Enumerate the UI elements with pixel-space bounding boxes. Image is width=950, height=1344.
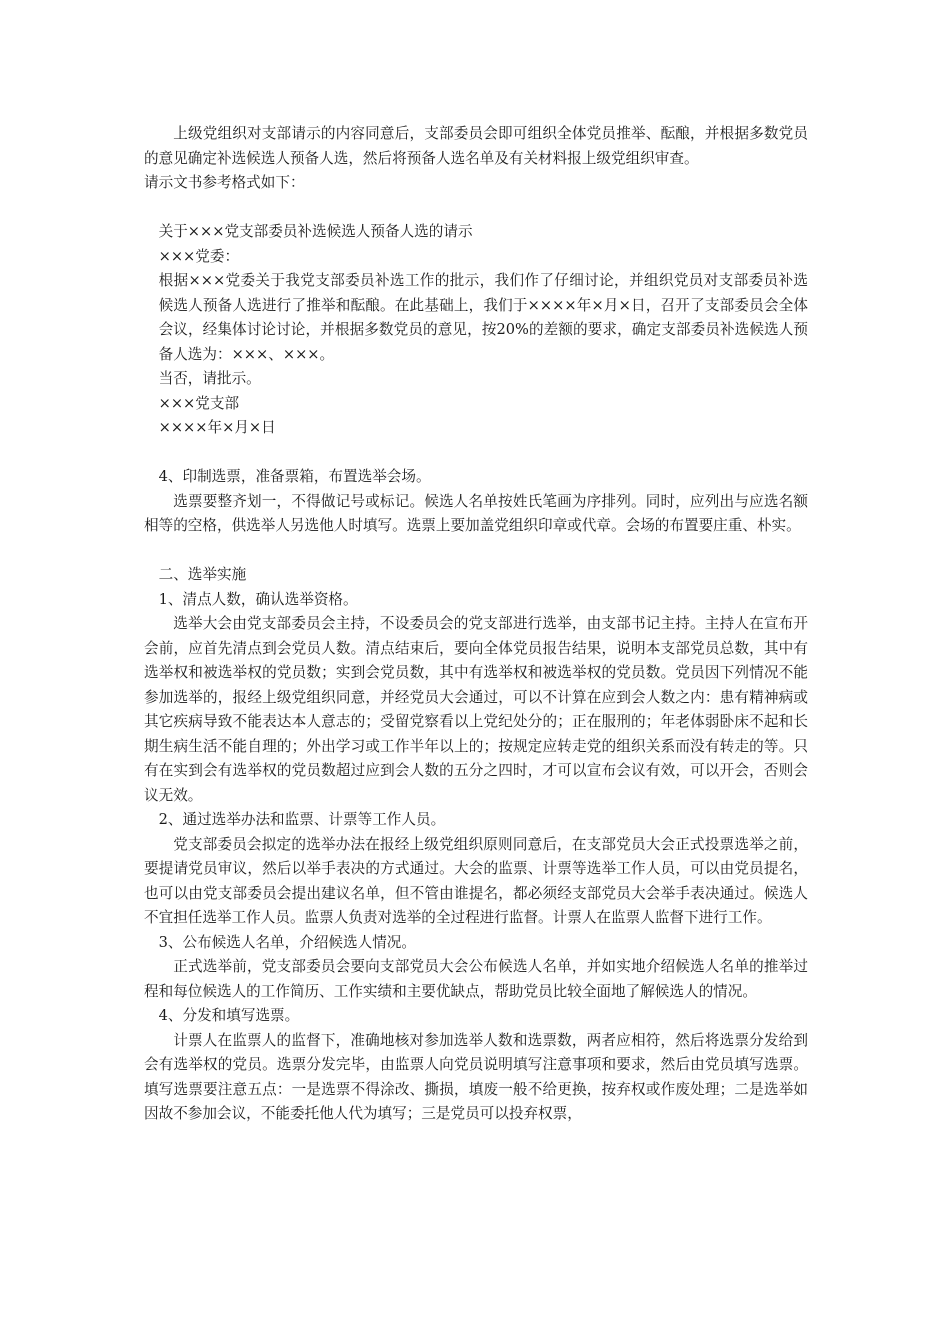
request-title: 关于×××党支部委员补选候选人预备人选的请示 [158, 223, 473, 240]
request-body: 根据×××党委关于我党支部委员补选工作的批示，我们作了仔细讨论，并组织党员对支部委员补选候选人预备人选进行了推举和酝酿。在此基础上，我们于××××年×月×日，召开了支部委员会全体会议，经集体讨论讨论，并根据多数党员的意见，按20%的差额的要求，确定支部委员补选候选人预备人选为：×××、×××。 [158, 272, 808, 363]
item-body: 党支部委员会拟定的选举办法在报经上级党组织原则同意后，在支部党员大会正式投票选举之前，要提请党员审议，然后以举手表决的方式通过。大会的监票、计票等选举工作人员，可以由党员提名，也可以由党支部委员会提出建议名单，但不管由谁提名，都必须经支部党员大会举手表决通过。候选人不宜担任选举工作人员。监票人负责对选举的全过程进行监督。计票人在监票人监督下进行工作。 [144, 835, 808, 926]
item-body: 计票人在监票人的监督下，准确地核对参加选举人数和选票数，两者应相符，然后将选票分发给到会有选举权的党员。选票分发完毕，由监票人向党员说明填写注意事项和要求，然后由党员填写选票。填写选票要注意五点：一是选票不得涂改、撕损，填废一般不给更换，按弃权或作废处理；二是选举如因故不参加会议，不能委托他人代为填写；三是党员可以投弃权票， [144, 1031, 808, 1122]
section2-heading: 二、选举实施 [158, 566, 247, 583]
request-signature: ×××党支部 [158, 394, 240, 412]
step4-body: 选票要整齐划一，不得做记号或标记。候选人名单按姓氏笔画为序排列。同时，应列出与应选名额相等的空格，供选举人另选他人时填写。选票上要加盖党组织印章或代章。会场的布置要庄重、朴实。 [144, 492, 808, 534]
step4-heading: 4、印制选票，准备票箱，布置选举会场。 [158, 468, 431, 485]
item-heading: 4、分发和填写选票。 [158, 1007, 300, 1024]
item-heading: 2、通过选举办法和监票、计票等工作人员。 [158, 811, 446, 828]
item-body: 选举大会由党支部委员会主持，不设委员会的党支部进行选举，由支部书记主持。主持人在宣布开会前，应首先清点到会党员人数。清点结束后，要向全体党员报告结果，说明本支部党员总数，其中有选举权和被选举权的党员数；实到会党员数，其中有选举权和被选举权的党员数。党员因下列情况不能参加选举的，报经上级党组织同意，并经党员大会通过，可以不计算在应到会人数之内：患有精神病或其它疾病导致不能表达本人意志的；受留党察看以上党纪处分的；正在服刑的；年老体弱卧床不起和长期生病生活不能自理的；外出学习或工作半年以上的；按规定应转走党的组织关系而没有转走的等。只有在实到会有选举权的党员数超过应到会人数的五分之四时，才可以宣布会议有效，可以开会，否则会议无效。 [144, 615, 808, 804]
intro-paragraph: 上级党组织对支部请示的内容同意后，支部委员会即可组织全体党员推举、酝酿，并根据多数党员的意见确定补选候选人预备人选，然后将预备人选名单及有关材料报上级党组织审查。 [144, 125, 808, 167]
spacer [144, 196, 808, 221]
item-heading: 1、清点人数，确认选举资格。 [158, 590, 358, 608]
request-date: ××××年×月×日 [158, 419, 276, 436]
spacer [144, 441, 808, 466]
item-body: 正式选举前，党支部委员会要向支部党员大会公布候选人名单，并如实地介绍候选人名单的推举过程和每位候选人的工作简历、工作实绩和主要优缺点，帮助党员比较全面地了解候选人的情况。 [144, 958, 808, 1000]
spacer [144, 539, 808, 564]
request-closing: 当否，请批示。 [158, 370, 261, 387]
item-heading: 3、公布候选人名单，介绍候选人情况。 [158, 933, 416, 951]
document-page [144, 122, 808, 1127]
intro-format-note: 请示文书参考格式如下： [144, 174, 305, 191]
request-addressee: ×××党委： [158, 247, 240, 265]
